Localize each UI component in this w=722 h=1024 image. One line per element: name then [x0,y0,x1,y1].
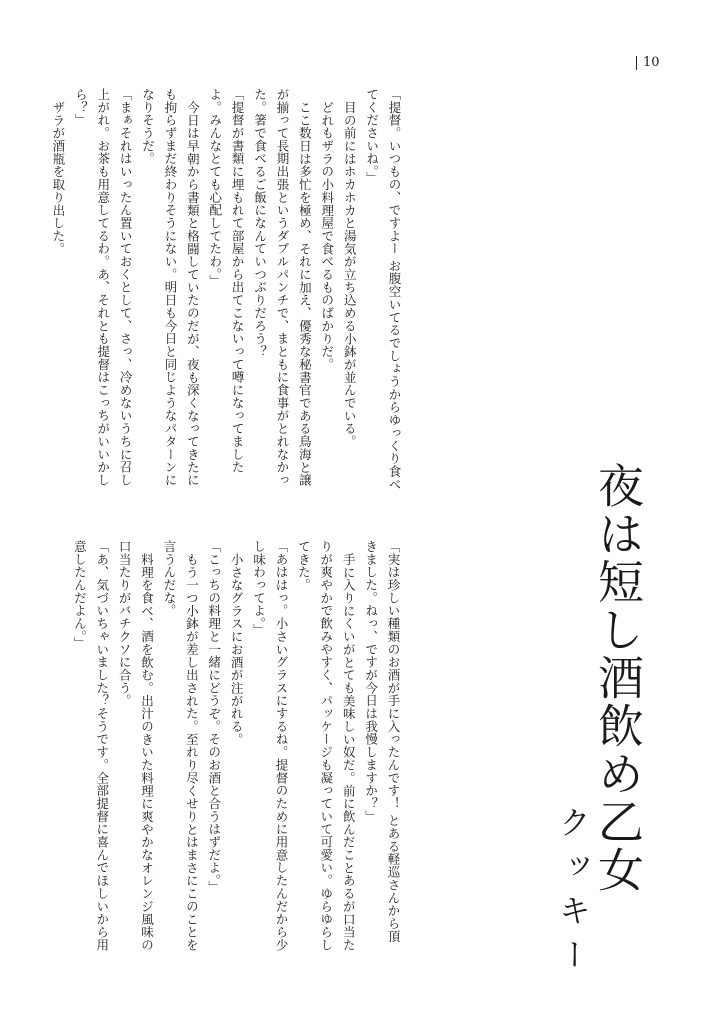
paragraph: どれもザラの小料理屋で食べるものばかりだ。 [319,100,335,371]
page-number: 10 [636,56,660,70]
paragraph: 「あははっ。小さいグラスにするね。提督のために用意したんだから少し味わってよ。」 [251,540,289,952]
story-title: 夜は短し酒飲め乙女 [591,462,645,894]
paragraph: もう一つ小鉢が差し出された。至れり尽くせりとはまさにこのことを言うんだな。 [161,540,200,951]
paragraph: 「こっちの料理と一緒にどうぞ。そのお酒と合うはずだよ。」 [206,540,222,894]
paragraph: 今日は早朝から書類と格闘していたのだが、夜も深くなってきたにも拘らずまだ終わりそうにない。明日も今日と同じようなパターンになりそうだ。 [140,88,201,487]
paragraph: 「提督が書類に埋もれて部屋から出てこないって噂になってましたよ。みんなとても心配してたわ。」 [207,88,246,474]
paragraph: 小さなグラスにお酒が注がれる。 [229,552,245,746]
story-text-top [50,88,405,492]
paragraph: 「あ、気づいちゃいました？そうです。全部提督に喜んでほしいから用意したんだよん。」 [72,540,110,952]
paragraph: ザラが酒瓶を取り出した。 [50,100,66,255]
paragraph: 手に入りにくいがとても美味しい奴だ。前に飲んだことあるが口当たりが爽やかで飲みやすく、パッケージも凝っていて可愛い。ゆらゆらしてきた。 [296,540,357,952]
paragraph: 「提督。いつもの、ですよー お腹空いてるでしょうからゆっくり食べてくださいね。」 [364,88,402,491]
paragraph: 料理を食べ、酒を飲む。出汁のきいた料理に爽やかなオレンジ風味の口当たりがバチクソに合う。 [117,540,155,951]
paragraph: ここ数日は多忙を極め、それに加え、優秀な秘書官である鳥海と譲が揃って長期出張というダブルパンチで、まともに食事がとれなかった。箸で食べるご飯になんていつぶりだろう？ [252,88,313,487]
story-text-bottom [72,540,404,952]
paragraph: 「実は珍しい種類のお酒が手に入ったんです！ とある軽巡さんから頂きました。ねっ、ですが今日は我慢しますか？」 [363,540,401,943]
paragraph: 目の前にはホカホカと湯気が立ち込める小鉢が並んでいる。 [342,100,358,448]
author-name: クッキー [554,806,592,982]
paragraph: 「まぁそれはいったん置いておくとして、さっ、冷めないうちに召し上がれ。お茶も用意してるわ。あ、それとも提督はこっちがいいかしら？」 [73,88,134,487]
